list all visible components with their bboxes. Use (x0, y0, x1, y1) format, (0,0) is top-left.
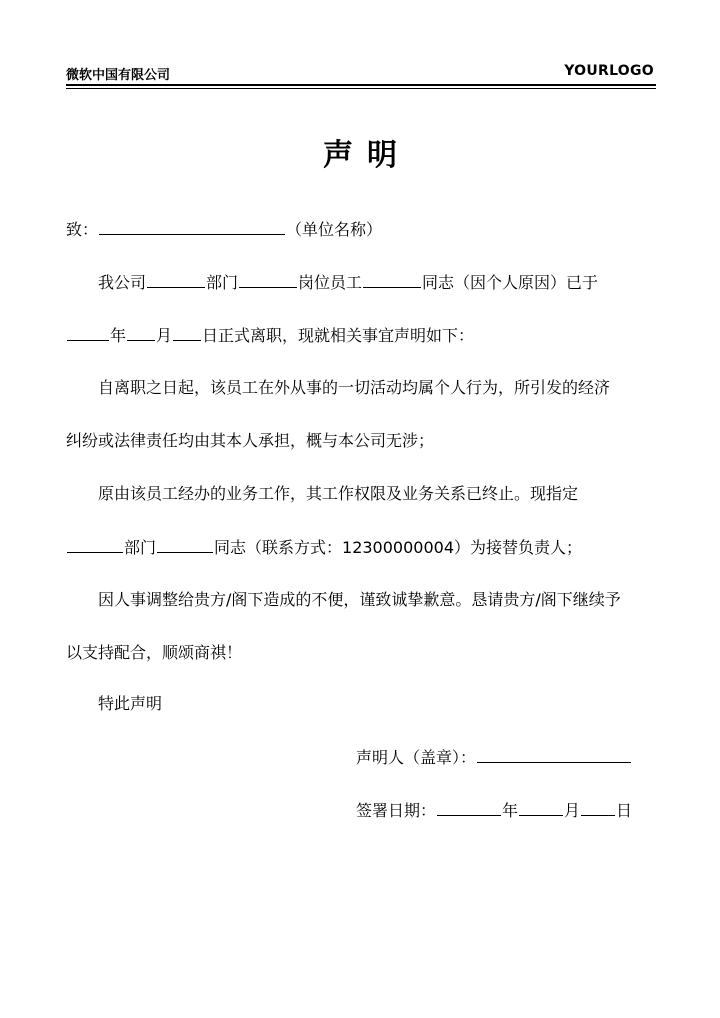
new-department-blank[interactable] (67, 537, 123, 553)
paragraph-3-line-1: 原由该员工经办的业务工作，其工作权限及业务关系已终止。现指定 (98, 484, 579, 503)
header-divider-thin (66, 88, 656, 89)
p1-text-a: 我公司 (98, 273, 147, 292)
paragraph-2-line-2: 纠纷或法律责任均由其本人承担，概与本公司无涉； (66, 431, 435, 450)
to-suffix: （单位名称） (286, 220, 383, 239)
header-divider-thick (66, 84, 656, 86)
signer-label: 声明人（盖章）： (356, 748, 477, 767)
to-label: 致： (66, 220, 99, 239)
p2-month: 月 (156, 326, 173, 345)
paragraph-1-line-1 (98, 272, 598, 293)
successor-name-blank[interactable] (157, 537, 213, 553)
position-blank[interactable] (239, 272, 297, 288)
p2-year: 年 (110, 326, 127, 345)
leave-day-blank[interactable] (173, 325, 201, 341)
signer-line (356, 747, 632, 768)
signer-blank[interactable] (477, 747, 631, 763)
paragraph-1-line-2 (66, 325, 474, 346)
p1-text-d: 同志（因个人原因）已于 (422, 273, 599, 292)
p1-text-c: 岗位员工 (298, 273, 363, 292)
p4-text-b: 部门 (124, 538, 157, 557)
leave-month-blank[interactable] (127, 325, 155, 341)
document-title: 声明 (323, 138, 411, 173)
company-logo: YOURLOGO (564, 63, 654, 79)
p1-text-b: 部门 (206, 273, 239, 292)
sign-month-blank[interactable] (519, 800, 563, 816)
page-header (66, 62, 656, 82)
date-label: 签署日期： (356, 801, 437, 820)
closing-text: 特此声明 (98, 694, 163, 713)
recipient-blank[interactable] (99, 219, 285, 235)
sign-year-blank[interactable] (437, 800, 501, 816)
employee-name-blank[interactable] (363, 272, 421, 288)
paragraph-4-line-2: 以支持配合，顺颂商祺！ (66, 643, 243, 662)
paragraph-3-line-2 (66, 537, 582, 558)
p4-text-c: 同志（联系方式：12300000004）为接替负责人； (214, 538, 582, 557)
paragraph-2-line-1: 自离职之日起，该员工在外从事的一切活动均属个人行为，所引发的经济 (98, 378, 611, 397)
company-name: 微软中国有限公司 (66, 68, 171, 83)
department-blank[interactable] (147, 272, 205, 288)
date-year: 年 (502, 801, 519, 820)
leave-year-blank[interactable] (67, 325, 109, 341)
date-month: 月 (564, 801, 581, 820)
recipient-line (66, 219, 382, 240)
p2-text: 日正式离职，现就相关事宜声明如下： (202, 326, 475, 345)
sign-date-line (356, 800, 632, 821)
paragraph-4-line-1: 因人事调整给贵方/阁下造成的不便，谨致诚挚歉意。恳请贵方/阁下继续予 (98, 590, 621, 609)
date-day: 日 (616, 801, 633, 820)
sign-day-blank[interactable] (581, 800, 615, 816)
